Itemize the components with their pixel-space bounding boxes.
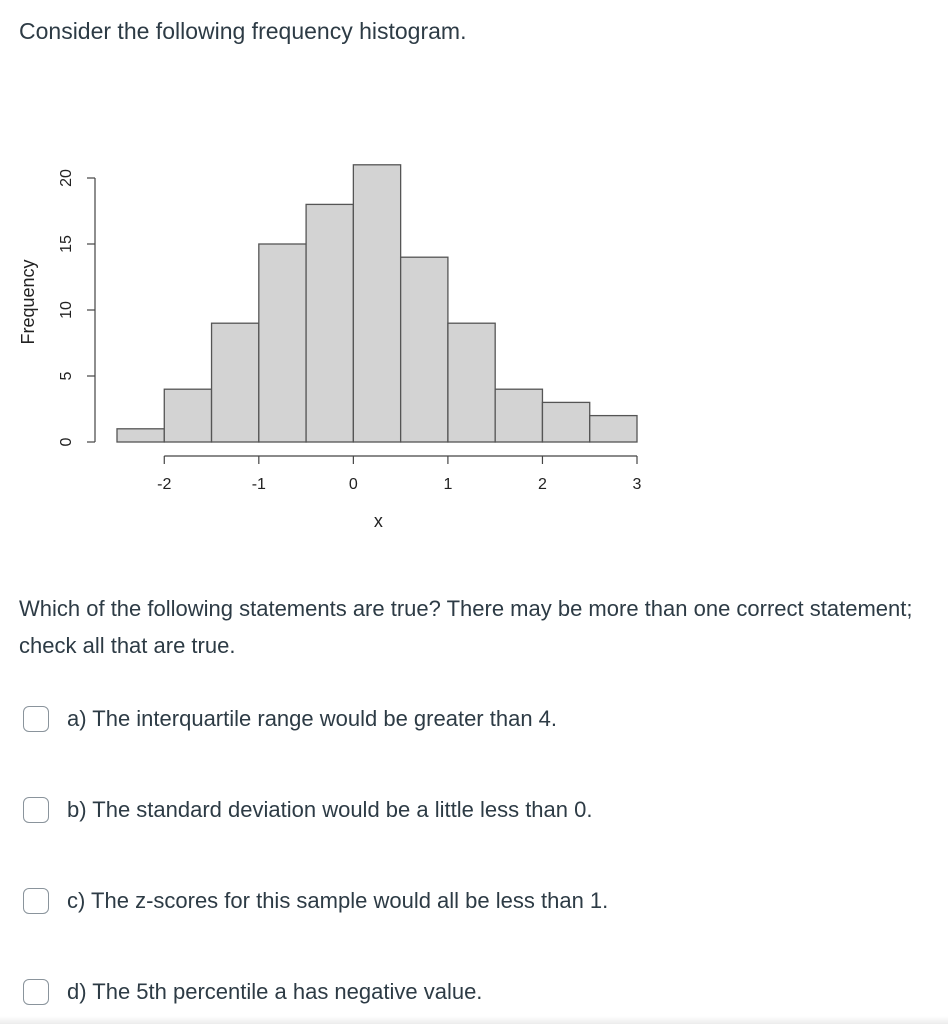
histogram-bar [401,257,448,442]
option-d[interactable] [23,979,482,1005]
y-tick-label: 10 [58,301,75,319]
option-b-label[interactable]: b) The standard deviation would be a little less than 0. [67,797,593,822]
option-a-label[interactable]: a) The interquartile range would be greater than 4. [67,706,558,731]
option-d-checkbox[interactable] [23,979,49,1005]
y-tick-label: 5 [58,371,75,381]
option-a[interactable] [23,706,557,732]
histogram-bar [495,389,542,442]
x-tick-label: 0 [348,476,358,493]
prompt-text: Consider the following frequency histogram. [19,18,467,44]
histogram-bar [164,389,211,442]
question-text: Which of the following statements are true? There may be more than one correct statement; check all that are true. [19,596,913,658]
option-a-checkbox[interactable] [23,706,49,732]
x-tick-label: 1 [443,476,453,493]
histogram-bar [590,416,637,442]
x-tick-label: -1 [251,476,266,493]
x-tick-label: -2 [157,476,172,493]
x-tick-label: 3 [632,476,642,493]
histogram-bar [212,323,259,442]
bottom-edge [0,1016,948,1024]
x-tick-label: 2 [538,476,547,493]
option-c-checkbox[interactable] [23,888,49,914]
y-tick-label: 20 [58,169,75,187]
y-tick-label: 0 [58,437,75,447]
histogram-bar [117,429,164,442]
histogram-bar [306,204,353,442]
x-axis-label: x [373,511,383,531]
histogram-bar [542,402,589,442]
histogram-bar [448,323,495,442]
histogram-bar [259,244,306,442]
histogram-bar [353,165,400,442]
option-c[interactable] [23,888,608,914]
frequency-histogram [0,150,660,540]
y-axis-label: Frequency [18,259,38,345]
option-b[interactable] [23,797,592,823]
option-b-checkbox[interactable] [23,797,49,823]
option-d-label[interactable]: d) The 5th percentile a has negative value. [67,979,483,1004]
y-tick-label: 15 [58,235,75,253]
option-c-label[interactable]: c) The z-scores for this sample would all be less than 1. [67,888,609,913]
